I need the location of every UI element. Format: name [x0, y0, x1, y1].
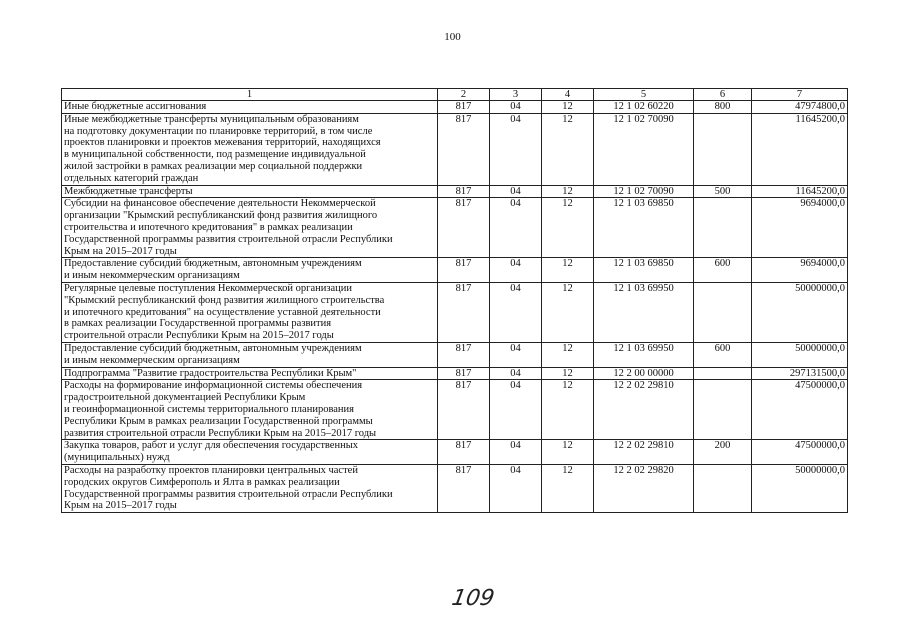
table-row — [62, 342, 848, 367]
row-name: Закупка товаров, работ и услуг для обеспечения государственных (муниципальных) нужд — [62, 440, 438, 465]
row-code-expense-type — [694, 113, 752, 185]
table-row — [62, 464, 848, 512]
row-code-expense-type: 600 — [694, 258, 752, 283]
row-amount: 47500000,0 — [752, 440, 848, 465]
row-code-grbs: 817 — [438, 342, 490, 367]
row-code-subsection: 12 — [542, 258, 594, 283]
row-code-expense-type — [694, 282, 752, 342]
row-code-subsection: 12 — [542, 380, 594, 440]
row-code-section: 04 — [490, 113, 542, 185]
row-code-grbs: 817 — [438, 258, 490, 283]
row-amount: 50000000,0 — [752, 342, 848, 367]
row-amount: 297131500,0 — [752, 367, 848, 380]
row-name: Предоставление субсидий бюджетным, автономным учреждениям и иным некоммерческим организациям — [62, 342, 438, 367]
row-code-expense-type: 500 — [694, 185, 752, 198]
row-code-grbs: 817 — [438, 380, 490, 440]
row-code-subsection: 12 — [542, 342, 594, 367]
table-row — [62, 198, 848, 258]
table-row — [62, 258, 848, 283]
row-code-expense-type — [694, 380, 752, 440]
row-code-grbs: 817 — [438, 101, 490, 114]
row-amount: 50000000,0 — [752, 282, 848, 342]
row-code-subsection: 12 — [542, 367, 594, 380]
row-amount: 11645200,0 — [752, 113, 848, 185]
row-code-section: 04 — [490, 198, 542, 258]
column-header: 3 — [490, 89, 542, 101]
row-code-section: 04 — [490, 101, 542, 114]
row-code-grbs: 817 — [438, 113, 490, 185]
row-name: Иные бюджетные ассигнования — [62, 101, 438, 114]
row-code-target: 12 2 00 00000 — [594, 367, 694, 380]
row-code-grbs: 817 — [438, 185, 490, 198]
row-code-grbs: 817 — [438, 440, 490, 465]
row-code-expense-type — [694, 198, 752, 258]
row-code-target: 12 1 03 69950 — [594, 342, 694, 367]
table-row — [62, 440, 848, 465]
table-row — [62, 113, 848, 185]
row-code-target: 12 1 02 70090 — [594, 185, 694, 198]
row-code-subsection: 12 — [542, 440, 594, 465]
row-code-grbs: 817 — [438, 367, 490, 380]
table-row — [62, 367, 848, 380]
row-name: Регулярные целевые поступления Некоммерческой организации "Крымский республиканский фонд развития жилищного строительства и ипотечного кредитования" на осуществление уставной деятельности в рамках реализации Государственной программы развития строительной отрасли Республики Крым на 2015–2017 годы — [62, 282, 438, 342]
row-amount: 11645200,0 — [752, 185, 848, 198]
row-code-target: 12 1 03 69950 — [594, 282, 694, 342]
row-code-section: 04 — [490, 367, 542, 380]
page-number: 100 — [444, 31, 461, 43]
row-code-section: 04 — [490, 464, 542, 512]
row-code-section: 04 — [490, 185, 542, 198]
row-name: Межбюджетные трансферты — [62, 185, 438, 198]
row-code-subsection: 12 — [542, 185, 594, 198]
row-code-grbs: 817 — [438, 464, 490, 512]
column-header: 5 — [594, 89, 694, 101]
column-header: 4 — [542, 89, 594, 101]
row-name: Расходы на формирование информационной системы обеспечения градостроительной документацией Республики Крым и геоинформационной системы территориального планирования Республики Крым в рамках реализации Государственной программы развития строительной отрасли Республики Крым на 2015–2017 годы — [62, 380, 438, 440]
row-amount: 9694000,0 — [752, 258, 848, 283]
row-code-section: 04 — [490, 342, 542, 367]
column-header: 1 — [62, 89, 438, 101]
row-code-target: 12 1 03 69850 — [594, 198, 694, 258]
row-amount: 47500000,0 — [752, 380, 848, 440]
row-code-section: 04 — [490, 440, 542, 465]
row-name: Предоставление субсидий бюджетным, автономным учреждениям и иным некоммерческим организациям — [62, 258, 438, 283]
row-code-target: 12 2 02 29820 — [594, 464, 694, 512]
row-code-section: 04 — [490, 380, 542, 440]
table-row — [62, 380, 848, 440]
row-code-section: 04 — [490, 282, 542, 342]
row-amount: 47974800,0 — [752, 101, 848, 114]
row-amount: 50000000,0 — [752, 464, 848, 512]
row-name: Субсидии на финансовое обеспечение деятельности Некоммерческой организации "Крымский республиканский фонд развития жилищного строительства и ипотечного кредитования" в рамках реализации Государственной программы развития строительной отрасли Республики Крым на 2015–2017 годы — [62, 198, 438, 258]
row-code-target: 12 1 02 60220 — [594, 101, 694, 114]
table-row — [62, 101, 848, 114]
row-name: Подпрограмма "Развитие градостроительства Республики Крым" — [62, 367, 438, 380]
row-code-expense-type — [694, 367, 752, 380]
row-code-subsection: 12 — [542, 101, 594, 114]
row-code-expense-type: 800 — [694, 101, 752, 114]
row-code-expense-type: 600 — [694, 342, 752, 367]
row-code-expense-type: 200 — [694, 440, 752, 465]
row-code-target: 12 1 02 70090 — [594, 113, 694, 185]
budget-table — [61, 88, 848, 513]
table-row — [62, 282, 848, 342]
row-name: Иные межбюджетные трансферты муниципальным образованиям на подготовку документации по планировке территорий, в том числе проектов планировки и проектов межевания территорий, находящихся в муниципальной собственности, под размещение индивидуальной жилой застройки в рамках реализации мер социальной поддержки отдельных категорий граждан — [62, 113, 438, 185]
row-code-expense-type — [694, 464, 752, 512]
table-header-row — [62, 89, 848, 101]
row-code-target: 12 2 02 29810 — [594, 380, 694, 440]
row-code-subsection: 12 — [542, 464, 594, 512]
row-code-subsection: 12 — [542, 113, 594, 185]
row-code-grbs: 817 — [438, 198, 490, 258]
row-code-target: 12 2 02 29810 — [594, 440, 694, 465]
table-row — [62, 185, 848, 198]
row-code-target: 12 1 03 69850 — [594, 258, 694, 283]
row-amount: 9694000,0 — [752, 198, 848, 258]
row-code-subsection: 12 — [542, 198, 594, 258]
row-code-grbs: 817 — [438, 282, 490, 342]
handwritten-page-number: 109 — [449, 586, 497, 611]
column-header: 6 — [694, 89, 752, 101]
row-name: Расходы на разработку проектов планировки центральных частей городских округов Симферополь и Ялта в рамках реализации Государственной программы развития строительной отрасли Республики Крым на 2015–2017 годы — [62, 464, 438, 512]
column-header: 7 — [752, 89, 848, 101]
row-code-subsection: 12 — [542, 282, 594, 342]
column-header: 2 — [438, 89, 490, 101]
row-code-section: 04 — [490, 258, 542, 283]
